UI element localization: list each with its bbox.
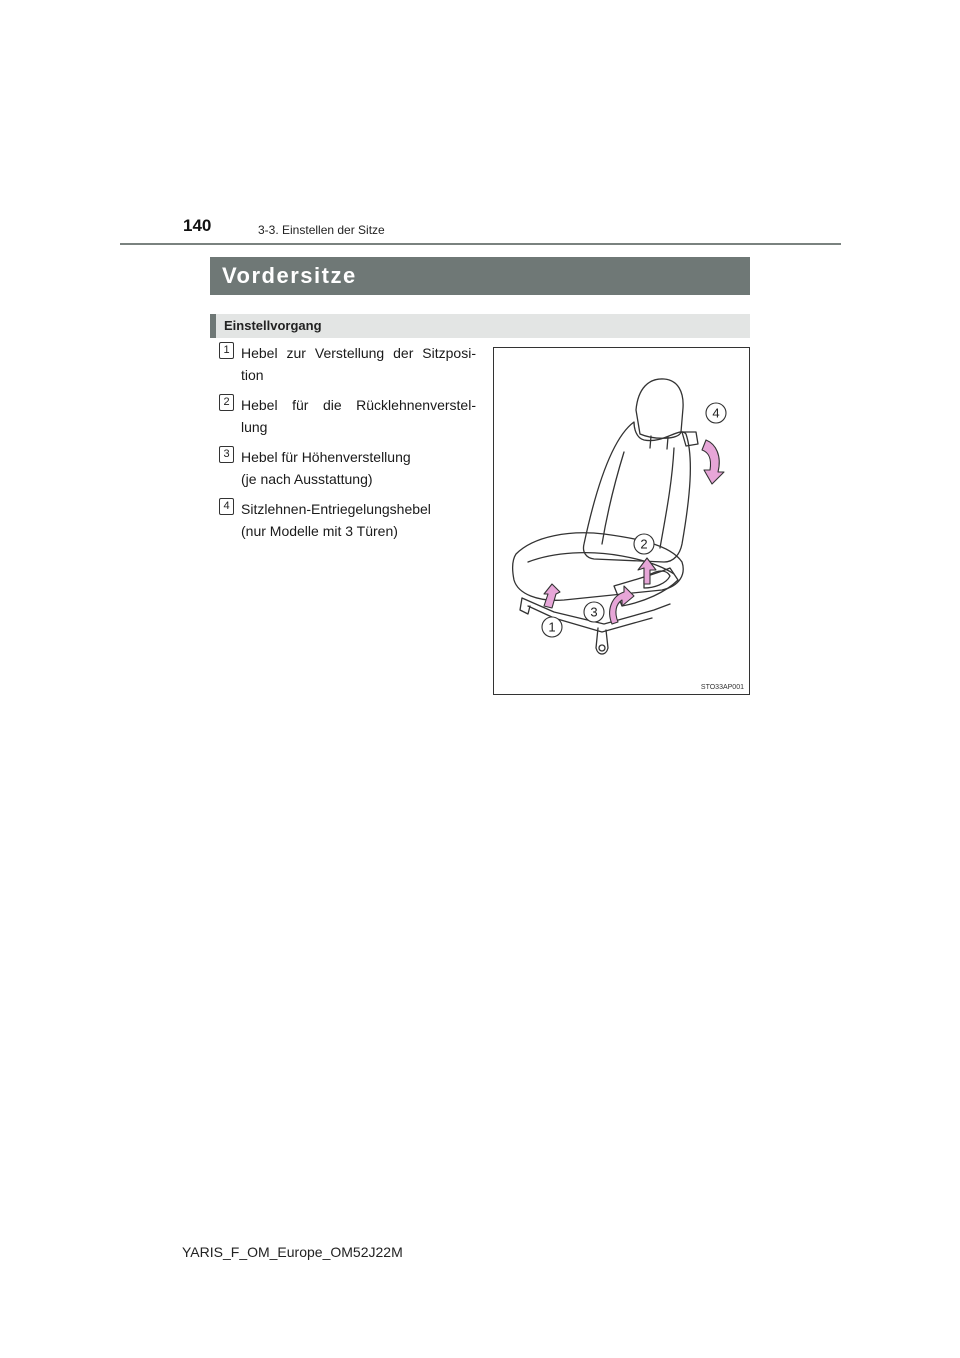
cushion-seam [528,553,674,574]
callout-2: 2 [640,536,648,552]
arrow-3 [610,586,634,624]
item-text-line: Sitzlehnen-Entriegelungshebel [241,501,431,517]
item-list [219,342,476,550]
seat-illustration [493,347,750,695]
item-number-badge: 3 [219,446,234,463]
footer-doc-id: YARIS_F_OM_Europe_OM52J22M [182,1244,403,1260]
item-number-badge: 1 [219,342,234,359]
page-number: 140 [183,216,212,235]
item-number-badge: 2 [219,394,234,411]
item-number-badge: 4 [219,498,234,515]
backrest-seam [602,448,674,548]
page-title: Vordersitze [210,257,750,295]
subheading: Einstellvorgang [210,314,750,338]
item-text-line: Hebel zur Verstellung der Sitzposi- [241,345,476,361]
list-item [219,342,476,386]
headrest [636,379,683,438]
item-text-line: (je nach Ausstattung) [241,471,373,487]
item-text [241,342,476,386]
section-header: 3-3. Einstellen der Sitze [258,223,385,237]
list-item [219,394,476,438]
arrow-1 [544,584,560,608]
callout-1: 1 [548,619,556,635]
arrow-4 [702,440,724,484]
item-text-line: (nur Modelle mit 3 Türen) [241,523,398,539]
list-item [219,498,476,542]
item-text-line: lung [241,419,268,435]
item-text [241,446,476,490]
item-text-line: Hebel für die Rücklehnenverstel- [241,397,476,413]
seat-cushion [513,533,683,600]
list-item [219,446,476,490]
callout-3: 3 [590,604,598,620]
seat-drawing [494,348,749,694]
header-divider [120,243,841,245]
item-text [241,498,476,542]
release-lever-body [682,432,698,446]
item-text-line: Hebel für Höhenverstellung [241,449,411,465]
item-text [241,394,476,438]
callout-4: 4 [712,405,720,421]
figure-code: STO33AP001 [700,684,744,691]
item-text-line: tion [241,367,264,383]
